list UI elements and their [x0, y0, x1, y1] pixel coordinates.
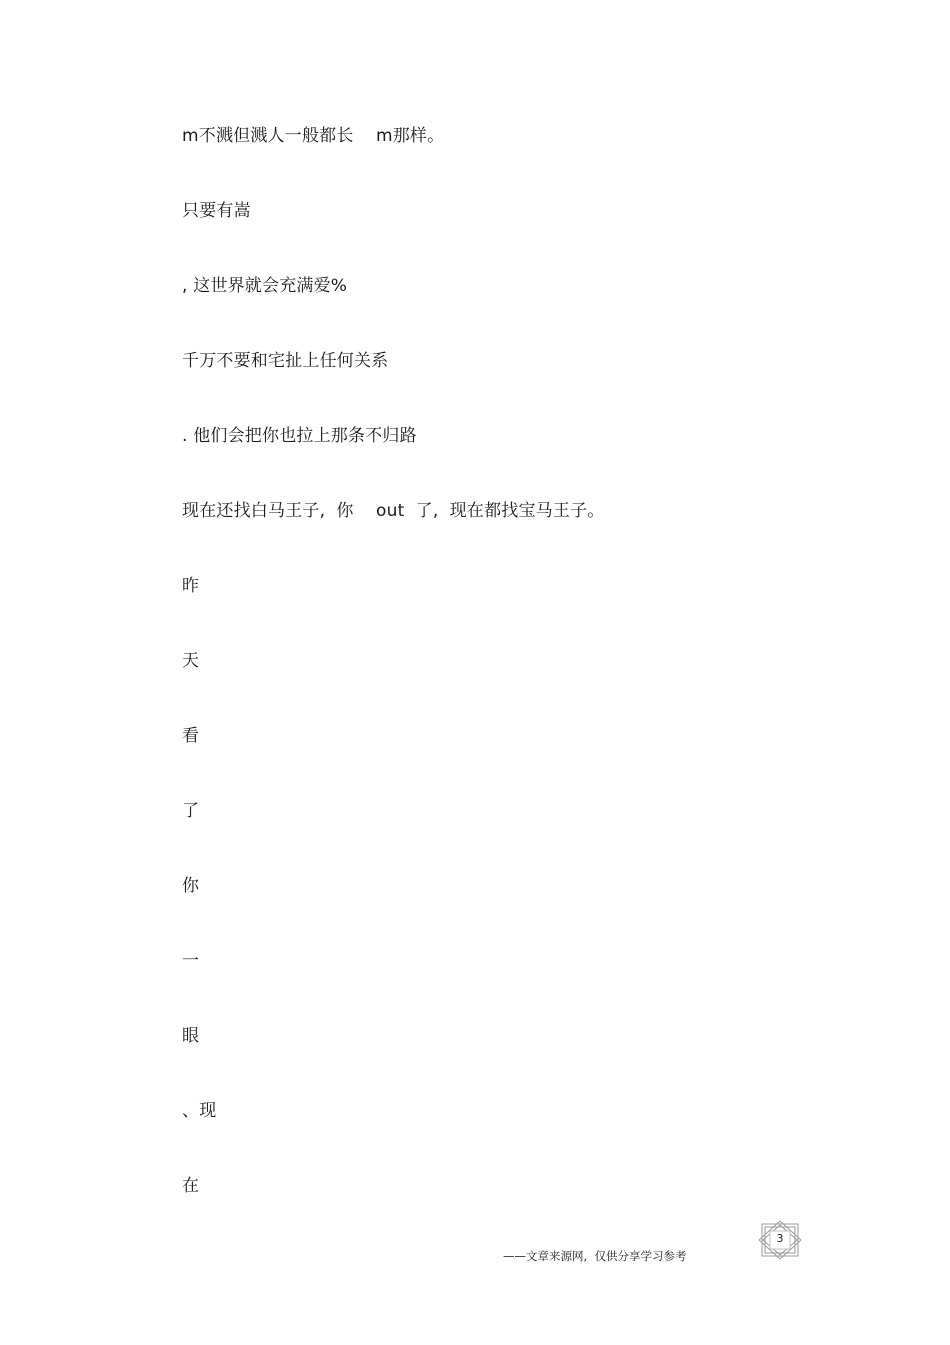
text-line-2: 只要有嵩: [182, 201, 251, 221]
text-line-12: 一: [182, 951, 200, 971]
text-line-13: 眼: [182, 1026, 200, 1046]
text-line-6: 现在还找白马王子, 你 out 了, 现在都找宝马王子。: [182, 501, 605, 521]
text-line-3: , 这世界就会充满爱%: [182, 276, 348, 296]
text-line-4: 千万不要和宅扯上任何关系: [182, 351, 389, 371]
text-line-8: 天: [182, 651, 200, 671]
text-line-14: 、现: [182, 1101, 217, 1121]
text-line-15: 在: [182, 1176, 200, 1196]
text-line-10: 了: [182, 801, 200, 821]
text-line-11: 你: [182, 876, 200, 896]
text-line-7: 昨: [182, 576, 200, 596]
source-footer-note: ——文章来源网, 仅供分享学习参考: [503, 1249, 687, 1263]
page-number-badge: [757, 1220, 803, 1260]
text-line-9: 看: [182, 726, 200, 746]
text-line-1: m不溅但溅人一般都长 m那样。: [182, 126, 445, 146]
page-number: 3: [776, 1232, 784, 1245]
text-line-5: . 他们会把你也拉上那条不归路: [182, 426, 417, 446]
